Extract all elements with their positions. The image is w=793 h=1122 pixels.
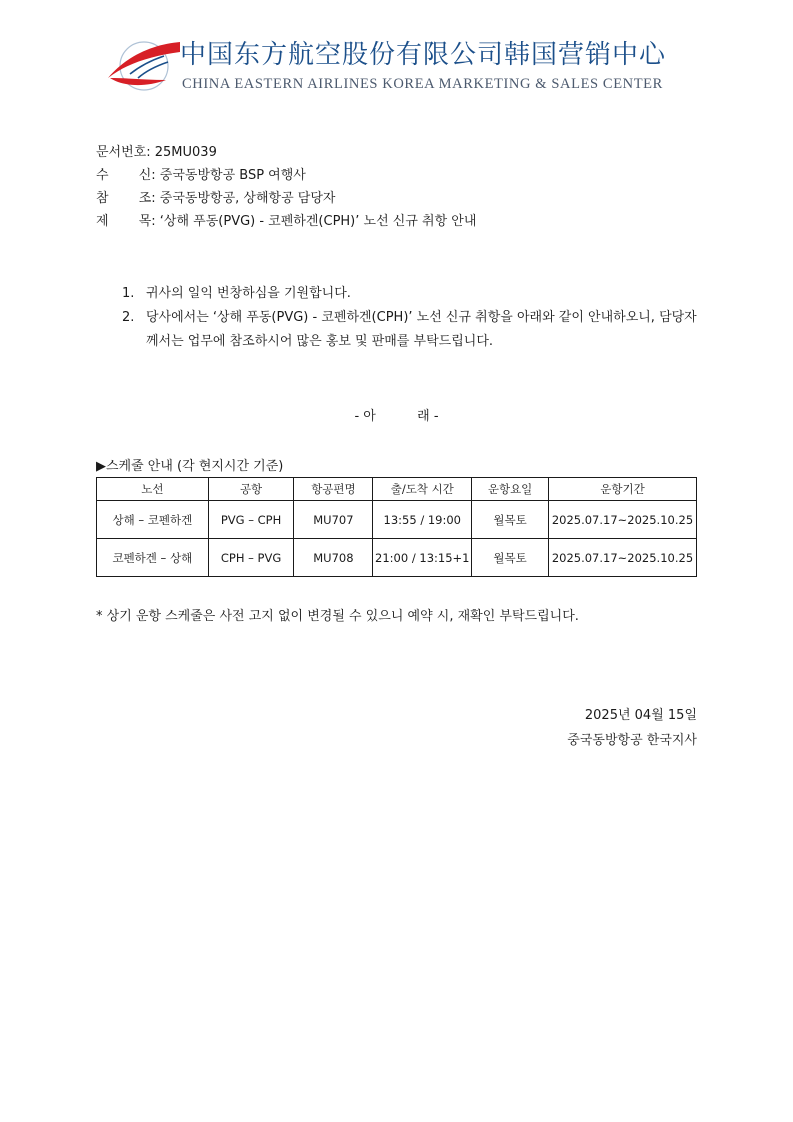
flight-number-cell: MU708: [294, 539, 373, 577]
column-header: 운항기간: [548, 478, 696, 501]
list-item-number: 1.: [122, 286, 135, 301]
table-row: [97, 539, 697, 577]
column-header: 운항요일: [472, 478, 549, 501]
china-eastern-swallow-logo-icon: [104, 34, 182, 94]
issuer-branch: 중국동방항공 한국지사: [567, 733, 697, 748]
company-name-english: CHINA EASTERN AIRLINES KOREA MARKETING & SALES CENTER: [182, 76, 663, 92]
below-notice: - 아 래 -: [354, 409, 439, 424]
airport-cell: CPH – PVG: [208, 539, 294, 577]
column-header: 노선: [97, 478, 209, 501]
period-cell: 2025.07.17~2025.10.25: [548, 539, 696, 577]
schedule-table: [96, 477, 697, 577]
body-paragraphs: [122, 282, 702, 354]
list-item-text: 귀사의 일익 번창하심을 기원합니다.: [146, 286, 351, 301]
subject-row: [96, 210, 476, 233]
column-header: 출/도착 시간: [373, 478, 472, 501]
days-cell: 월목토: [472, 501, 549, 539]
list-item: [122, 306, 702, 354]
list-item-number: 2.: [122, 310, 135, 325]
cc: 중국동방항공, 상해항공 담당자: [159, 191, 336, 206]
letterhead: [100, 28, 700, 100]
schedule-change-note: * 상기 운항 스케줄은 사전 고지 없이 변경될 수 있으니 예약 시, 재확인 부탁드립니다.: [96, 609, 579, 624]
doc-number: 25MU039: [154, 145, 217, 160]
table-row: [97, 501, 697, 539]
issue-date: 2025년 04월 15일: [584, 708, 697, 723]
cc-row: [96, 187, 476, 210]
flight-number-cell: MU707: [294, 501, 373, 539]
doc-number-label: 문서번호:: [96, 145, 151, 160]
period-cell: 2025.07.17~2025.10.25: [548, 501, 696, 539]
time-cell: 13:55 / 19:00: [373, 501, 472, 539]
days-cell: 월목토: [472, 539, 549, 577]
list-item-text: 당사에서는 ‘상해 푸동(PVG) - 코펜하겐(CPH)’ 노선 신규 취항을 아래와 같이 안내하오니, 담당자께서는 업무에 참조하시어 많은 홍보 및 판매를 부탁드립니다.: [146, 310, 697, 349]
recipient-label: 수 신:: [96, 168, 156, 183]
recipient: 중국동방항공 BSP 여행사: [159, 168, 306, 183]
table-header-row: [97, 478, 697, 501]
company-name-chinese: 中国东方航空股份有限公司韩国营销中心: [180, 40, 667, 70]
subject-label: 제 목:: [96, 214, 156, 229]
cc-label: 참 조:: [96, 191, 156, 206]
subject: ‘상해 푸동(PVG) - 코펜하겐(CPH)’ 노선 신규 취항 안내: [159, 214, 477, 229]
document-meta: [96, 141, 476, 233]
airport-cell: PVG – CPH: [208, 501, 294, 539]
time-cell: 21:00 / 13:15+1: [373, 539, 472, 577]
column-header: 공항: [208, 478, 294, 501]
route-cell: 상해 – 코펜하겐: [97, 501, 209, 539]
recipient-row: [96, 164, 476, 187]
list-item: [122, 282, 702, 306]
route-cell: 코펜하겐 – 상해: [97, 539, 209, 577]
doc-number-row: [96, 141, 476, 164]
schedule-title: ▶스케줄 안내 (각 현지시간 기준): [96, 459, 284, 474]
column-header: 항공편명: [294, 478, 373, 501]
